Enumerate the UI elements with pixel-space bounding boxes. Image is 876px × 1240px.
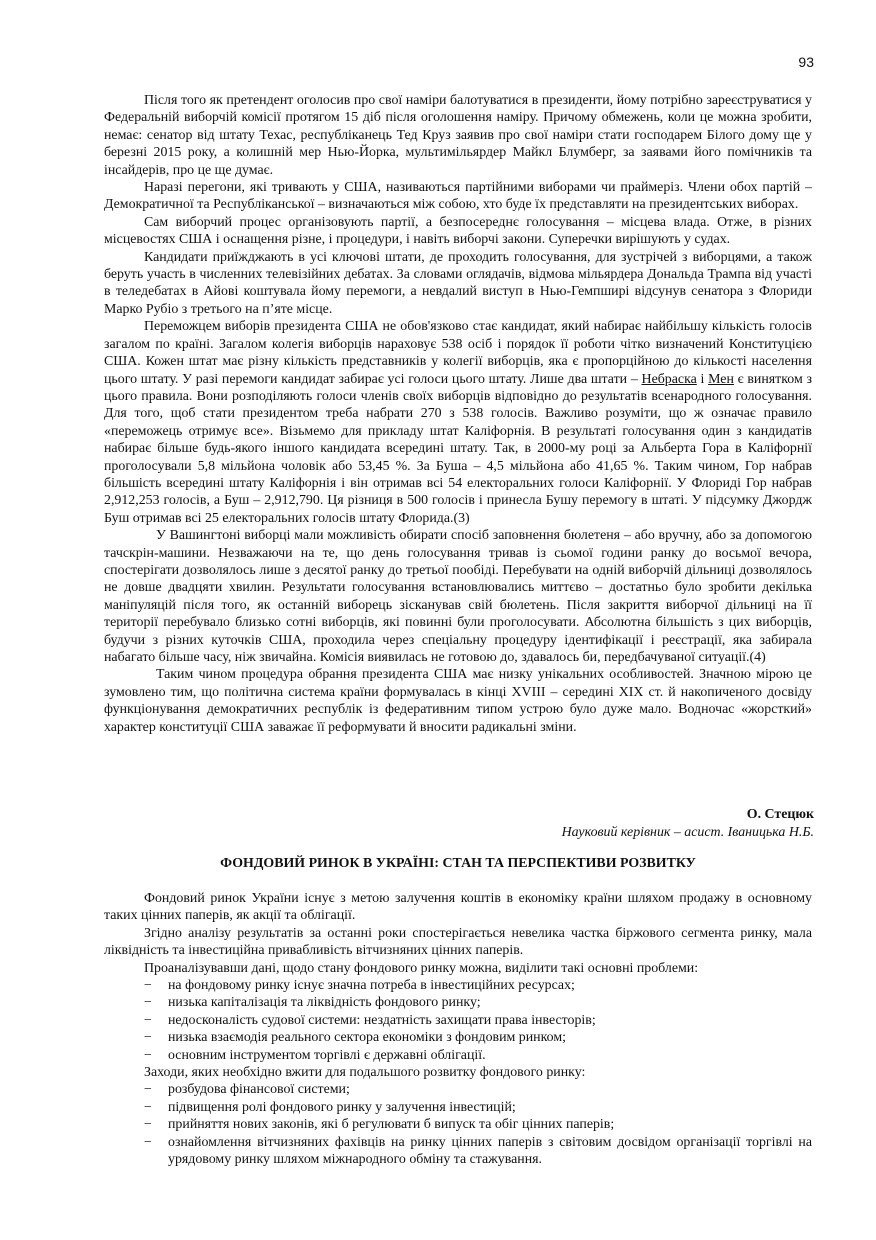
- measures-intro: Заходи, яких необхідно вжити для подальшого розвитку фондового ринку:: [144, 1065, 586, 1081]
- article-stock-market: [104, 890, 812, 1169]
- author-block: [562, 806, 814, 841]
- list-item: [104, 977, 812, 994]
- dash-marker: −: [144, 1099, 152, 1115]
- problems-list: [104, 977, 812, 1064]
- paragraph: Згідно аналізу результатів за останні роки спостерігається невелика частка біржового сегмента ринку, мала ліквідність та інвестиційна привабливість вітчизняних цінних паперів.: [104, 925, 812, 959]
- problems-intro: Проаналізувавши дані, щодо стану фондового ринку можна, виділити такі основні проблеми:: [144, 960, 699, 976]
- page-number: 93: [798, 54, 814, 70]
- dash-marker: −: [144, 1134, 152, 1150]
- list-item-text: недосконалість судової системи: нездатність захищати права інвесторів;: [168, 1012, 596, 1028]
- dash-marker: −: [144, 995, 152, 1011]
- list-item-text: прийняття нових законів, які б регулювати б випуск та обіг цінних паперів;: [168, 1117, 615, 1133]
- paragraph: Кандидати приїжджають в усі ключові штати, де проходить голосування, для зустрічей з виборцями, а також беруть участь в численних телевізійних дебатах. За словами оглядачів, відмова мільярдера Дональда Трампа від участі в теледебатах в Айові коштувала йому перемоги, а невдалий виступ в Нью-Гемпширі відсунув сенатора з Флориди Марко Рубіо з третього на п’яте місце.: [104, 249, 812, 317]
- list-item-text: на фондовому ринку існує значна потреба в інвестиційних ресурсах;: [168, 978, 575, 994]
- list-item-text: низька взаємодія реального сектора економіки з фондовим ринком;: [168, 1030, 566, 1046]
- measures-list: [104, 1081, 812, 1168]
- list-item: [104, 1081, 812, 1098]
- article-us-elections: [104, 92, 812, 736]
- article-title: ФОНДОВИЙ РИНОК В УКРАЇНІ: СТАН ТА ПЕРСПЕКТИВИ РОЗВИТКУ: [220, 856, 696, 871]
- paragraph: Таким чином процедура обрання президента США має низку унікальних особливостей. Значною мірою це зумовлено тим, що політична система країни формувалась в кінці XVIII – середині ХІХ ст. й накопиченого досвіду функціонування демократичних республік із федеративним типом устрою було дуже мало. Водночас «жорсткий» характер конституції США заважає її реформувати й вносити радикальні зміни.: [104, 667, 812, 735]
- paragraph: Сам виборчий процес організовують партії, а безпосереднє голосування – місцева влада. Отже, в різних місцевостях США і оснащення різне, і процедури, і навіть виборчі закони. Суперечки вирішують у судах.: [104, 214, 812, 248]
- dash-marker: −: [144, 1012, 152, 1028]
- list-item-text: підвищення ролі фондового ринку у залучення інвестицій;: [168, 1099, 516, 1115]
- list-item-text: розбудова фінансової системи;: [168, 1082, 350, 1098]
- paragraph-text: і: [696, 371, 709, 387]
- list-item: [104, 1047, 812, 1064]
- dash-marker: −: [144, 1047, 152, 1063]
- paragraph-text: є винятком з цього правила. Вони розподіляють голоси членів своїх виборців відповідно до результатів всенародного голосування. Для того, щоб стати президентом треба набрати 270 з 538 голосів. Важливо розуміти, що ж означає правило «переможець отримує все». Візьмемо для прикладу штат Каліфорнія. В результаті голосування один з кандидатів набирає більше будь-якого іншого кандидата всередині штату. Так, в 2000-му році за Альберта Гора в Каліфорнії проголосували 5,8 мільйона чоловік або 53,45 %. За Буша – 4,5 мільйона або 41,65 %. Таким чином, Гор набрав більшість всередині штату Каліфорнія і він отримав всі 54 електоральних голоси Каліфорнії. У Флориді Гор набрав 2,912,253 голосів, а Буш – 2,912,790. Ця різниця в 500 голосів і принесла Бушу перемогу в штаті. У підсумку Джордж Буш отримав всі 25 електоральних голосів штату Флорида.(3): [104, 371, 812, 526]
- dash-marker: −: [144, 978, 152, 994]
- list-item: [104, 994, 812, 1011]
- list-item: [104, 1134, 812, 1169]
- paragraph: Наразі перегони, які тривають у США, називаються партійними виборами чи праймеріз. Члени обох партій – Демократичної та Республіканської – визначаються між собою, хто буде їх представляти на президентських виборах.: [104, 180, 812, 213]
- list-item-text: ознайомлення вітчизняних фахівців на ринку цінних паперів з світовим досвідом організації торгівлі на урядовому ринку шляхом міжнародного обміну та стажування.: [168, 1134, 812, 1168]
- maine-link[interactable]: Мен: [708, 371, 734, 387]
- supervisor: Науковий керівник – асист. Іваницька Н.Б.: [561, 824, 814, 840]
- paragraph-text: Переможцем виборів президента США не обов'язково стає кандидат, який набирає найбільшу кількість голосів загалом по країні. Загалом колегія виборців нараховує 538 осіб і порядок її роботи чітко визначений Конституцією США. Кожен штат має різну кількість представників у колегії виборців, яка є пропорційною до кількості населення цього штату. У разі перемоги кандидат забирає усі голоси цього штату. Лише два штати –: [104, 319, 812, 387]
- paragraph: У Вашингтоні виборці мали можливість обирати спосіб заповнення бюлетеня – або вручну, або за допомогою тачскрін-машини. Незважаючи на те, що день голосування тривав із сьомої години ранку до восьмої вечора, спостерігати дозволялось лише з десятої ранку до третьої пообіді. Перебувати на одній виборчій дільниці дозволялось не довше двадцяти хвилин. Результати голосування встановлювались миттєво – достатньо було зробити декілька маніпуляцій після того, як останній виборець зісканував свій бюлетень. Після закриття виборчої дільниці на її території перебувало близько сотні виборців, які повинні були проголосувати. Абсолютна більшість з цих виборців, будучи з різних куточків США, проходила через спеціальну процедуру ідентифікації і реєстрації, яка забирала набагато більше часу, ніж звичайна. Комісія виявилась не готовою до, здавалось би, передбачуваної ситуації.(4): [104, 528, 812, 665]
- dash-marker: −: [144, 1082, 152, 1098]
- list-item: [104, 1029, 812, 1046]
- dash-marker: −: [144, 1117, 152, 1133]
- paragraph: Фондовий ринок України існує з метою залучення коштів в економіку країни шляхом продажу в основному таких цінних паперів, як акції та облігації.: [104, 891, 812, 924]
- list-item-text: низька капіталізація та ліквідність фондового ринку;: [168, 995, 481, 1011]
- dash-marker: −: [144, 1030, 152, 1046]
- nebraska-link[interactable]: Небраска: [641, 371, 697, 387]
- paragraph: [104, 318, 812, 527]
- list-item-text: основним інструментом торгівлі є державні облігації.: [168, 1047, 486, 1063]
- author-name: О. Стецюк: [746, 807, 814, 822]
- list-item: [104, 1116, 812, 1133]
- paragraph: Після того як претендент оголосив про свої наміри балотуватися в президенти, йому потрібно зареєструватися у Федеральній виборчій комісії протягом 15 діб після оголошення наміру. Причому обмежень, коли це можна зробити, немає: сенатор від штату Техас, республіканець Тед Круз заявив про свої наміри стати господарем Білого дому ще у березні 2015 року, а колишній мер Нью-Йорка, мультимільярдер Майкл Блумберг, за заявами його помічників та інсайдерів, про це ще думає.: [104, 93, 812, 178]
- list-item: [104, 1012, 812, 1029]
- list-item: [104, 1099, 812, 1116]
